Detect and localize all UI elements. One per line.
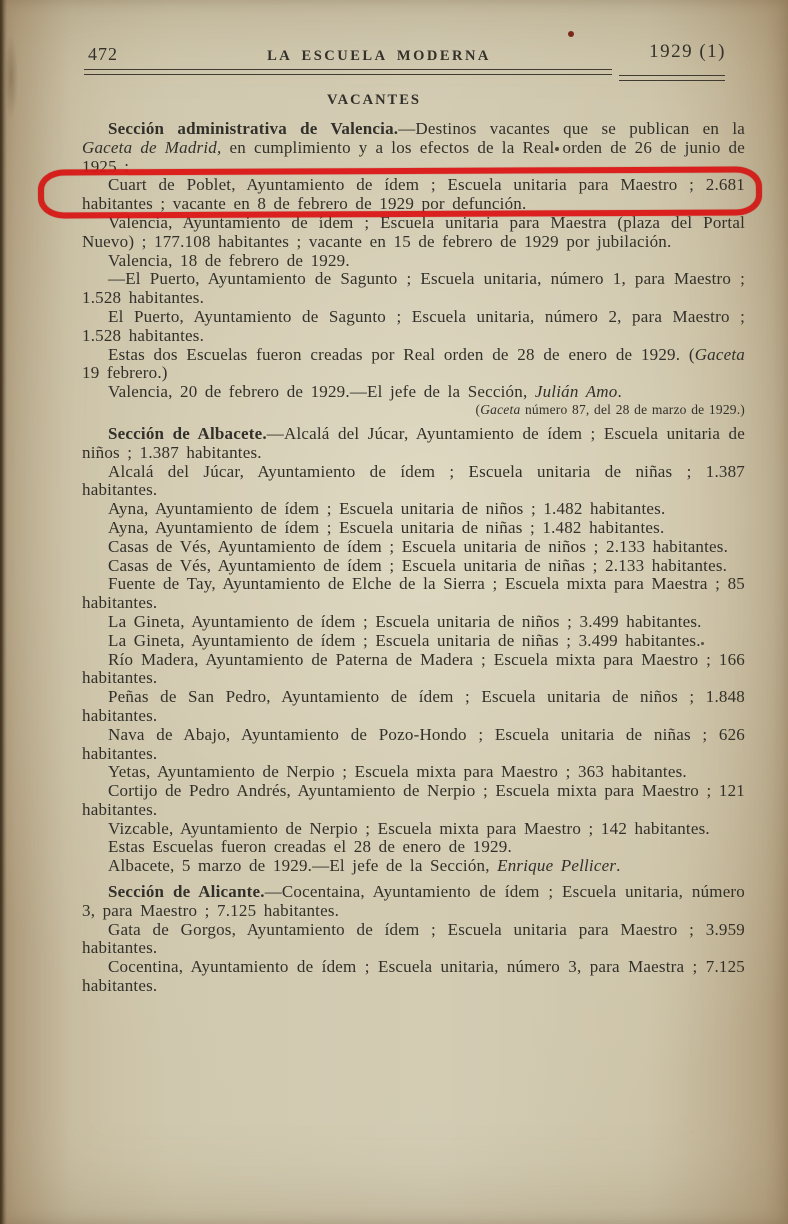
text-segment: Río Madera, Ayuntamiento de Paterna de Madera ; Escuela mixta para Maestro ; 166 habitantes. bbox=[82, 649, 745, 688]
paragraph bbox=[82, 575, 745, 613]
paragraph bbox=[82, 252, 745, 271]
text-segment: —Cocentaina, Ayuntamiento de ídem ; Escuela unitaria, número 3, para Maestro ; 7.125 habitantes. bbox=[82, 882, 745, 920]
paragraph bbox=[82, 383, 745, 402]
text-segment: . bbox=[617, 382, 622, 402]
paragraph bbox=[82, 425, 745, 463]
text-segment: Casas de Vés, Ayuntamiento de ídem ; Escuela unitaria de niños ; 2.133 habitantes. bbox=[108, 536, 729, 556]
text-segment: Yetas, Ayuntamiento de Nerpio ; Escuela mixta para Maestro ; 363 habitantes. bbox=[108, 762, 687, 782]
text-segment: Cocentina, Ayuntamiento de ídem ; Escuela unitaria, número 3, para Maestra ; 7.125 habitantes. bbox=[82, 957, 745, 996]
text-segment: —Destinos vacantes que se publican en la bbox=[398, 119, 745, 138]
article-body bbox=[82, 120, 745, 996]
text-segment: El Puerto, Ayuntamiento de Sagunto ; Escuela unitaria, número 2, para Maestro ; 1.528 habitantes. bbox=[82, 306, 745, 345]
paragraph bbox=[82, 519, 745, 538]
paragraph bbox=[82, 857, 745, 876]
paragraph bbox=[82, 500, 745, 519]
paragraph bbox=[82, 270, 745, 308]
text-segment: Nava de Abajo, Ayuntamiento de Pozo-Hondo ; Escuela unitaria de niñas ; 626 habitantes. bbox=[82, 724, 745, 763]
paragraph bbox=[82, 726, 745, 764]
text-segment: Fuente de Tay, Ayuntamiento de Elche de la Sierra ; Escuela mixta para Maestra ; 85 habitantes. bbox=[82, 574, 745, 613]
paragraph bbox=[82, 308, 745, 346]
text-segment: Casas de Vés, Ayuntamiento de ídem ; Escuela unitaria de niñas ; 2.133 habitantes. bbox=[108, 555, 728, 575]
text-segment: Sección de Albacete. bbox=[108, 423, 267, 443]
paragraph bbox=[82, 782, 745, 820]
paragraph bbox=[82, 958, 745, 996]
paragraph bbox=[82, 557, 745, 576]
text-segment: Sección administrativa de Valencia. bbox=[108, 119, 399, 138]
header-rule bbox=[84, 69, 612, 75]
text-segment: número 87, del 28 de marzo de 1929.) bbox=[520, 401, 745, 417]
text-segment: Ayna, Ayuntamiento de ídem ; Escuela unitaria de niñas ; 1.482 habitantes. bbox=[108, 517, 665, 537]
text-segment: —El Puerto, Ayuntamiento de Sagunto ; Escuela unitaria, número 1, para Maestro ; 1.528 habitantes. bbox=[82, 269, 745, 308]
text-segment: La Gineta, Ayuntamiento de ídem ; Escuela unitaria de niñas ; 3.499 habitantes. bbox=[108, 630, 701, 650]
text-segment: Cortijo de Pedro Andrés, Ayuntamiento de Nerpio ; Escuela mixta para Maestro ; 121 habitantes. bbox=[82, 781, 745, 819]
text-segment: Valencia, 18 de febrero de 1929. bbox=[108, 250, 350, 270]
text-segment: Sección de Alicante. bbox=[108, 882, 265, 902]
paragraph bbox=[82, 402, 745, 418]
paragraph bbox=[82, 613, 745, 632]
text-segment: Gata de Gorgos, Ayuntamiento de ídem ; Escuela unitaria para Maestro ; 3.959 habitantes. bbox=[82, 919, 745, 958]
text-segment: Valencia, Ayuntamiento de ídem ; Escuela unitaria para Maestra (plaza del Portal Nuevo) ; 177.108 habitantes ; vacante en 15 de febrero de 1929 por jubilación. bbox=[82, 212, 745, 251]
text-segment: —Alcalá del Júcar, Ayuntamiento de ídem ; Escuela unitaria de niños ; 1.387 habitantes. bbox=[82, 423, 745, 462]
text-segment: ( bbox=[475, 401, 481, 417]
text-segment: Cuart de Poblet, Ayuntamiento de ídem ; Escuela unitaria para Maestro ; 2.681 habitantes ; vacante en 8 de febrero de 1929 por defunción. bbox=[82, 175, 745, 214]
text-segment: Alcalá del Júcar, Ayuntamiento de ídem ; Escuela unitaria de niñas ; 1.387 habitantes. bbox=[82, 461, 745, 500]
text-segment: Gaceta bbox=[694, 344, 745, 364]
paragraph bbox=[82, 463, 745, 501]
text-segment: Enrique Pellicer bbox=[497, 856, 617, 876]
page-number: 472 bbox=[88, 44, 118, 64]
text-segment: Peñas de San Pedro, Ayuntamiento de ídem ; Escuela unitaria de niños ; 1.848 habitantes. bbox=[82, 687, 745, 725]
paragraph bbox=[82, 763, 745, 782]
text-segment: Julián Amo bbox=[534, 382, 618, 402]
text-segment: Estas Escuelas fueron creadas el 28 de enero de 1929. bbox=[108, 837, 512, 857]
article-title: VACANTES bbox=[327, 92, 421, 108]
text-segment: Valencia, 20 de febrero de 1929.—El jefe de la Sección, bbox=[108, 382, 535, 402]
text-segment: Vizcable, Ayuntamiento de Nerpio ; Escuela mixta para Maestro ; 142 habitantes. bbox=[108, 818, 710, 838]
text-segment: 19 febrero.) bbox=[82, 363, 168, 383]
text-segment: Albacete, 5 marzo de 1929.—El jefe de la Sección, bbox=[108, 856, 498, 876]
text-segment: . bbox=[616, 856, 621, 876]
journal-title: LA ESCUELA MODERNA bbox=[267, 48, 491, 64]
paragraph bbox=[82, 346, 745, 384]
text-segment: Gaceta bbox=[480, 401, 521, 417]
paragraph-highlighted bbox=[82, 176, 745, 214]
issue-label: 1929 (1) bbox=[649, 41, 726, 62]
issue-rule bbox=[619, 75, 725, 81]
scan-edge-left bbox=[0, 0, 7, 1224]
text-segment: Ayna, Ayuntamiento de ídem ; Escuela unitaria de niños ; 1.482 habitantes. bbox=[108, 499, 666, 519]
paragraph bbox=[82, 632, 745, 651]
paragraph bbox=[82, 538, 745, 557]
paragraph bbox=[82, 883, 745, 921]
paper-speck bbox=[568, 31, 574, 37]
paragraph bbox=[82, 120, 745, 176]
text-segment: en cumplimiento y a los efectos de la Real orden de 26 de junio de 1925 : bbox=[82, 137, 745, 176]
paragraph bbox=[82, 214, 745, 252]
text-segment: Estas dos Escuelas fueron creadas por Real orden de 28 de enero de 1929. ( bbox=[108, 344, 695, 364]
paragraph bbox=[82, 651, 745, 689]
text-segment: Gaceta de Madrid, bbox=[82, 137, 222, 157]
paragraph bbox=[82, 921, 745, 959]
paragraph bbox=[82, 838, 745, 857]
text-segment: La Gineta, Ayuntamiento de ídem ; Escuela unitaria de niños ; 3.499 habitantes. bbox=[108, 611, 702, 631]
paragraph bbox=[82, 688, 745, 726]
paragraph bbox=[82, 820, 745, 839]
